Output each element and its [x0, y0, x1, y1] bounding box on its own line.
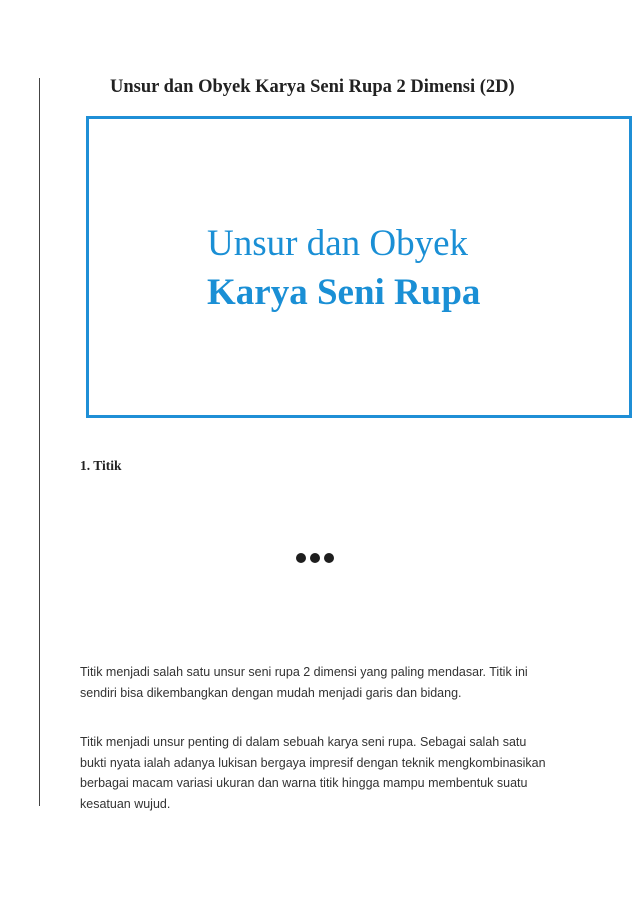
paragraph-2	[80, 732, 570, 814]
paragraph-2-line-4: kesatuan wujud.	[80, 796, 171, 811]
paragraph-1-line-2: sendiri bisa dikembangkan dengan mudah menjadi garis dan bidang.	[80, 685, 462, 700]
paragraph-2-line-1: Titik menjadi unsur penting di dalam sebuah karya seni rupa. Sebagai salah satu	[80, 735, 527, 749]
paragraph-1-line-1: Titik menjadi salah satu unsur seni rupa 2 dimensi yang paling mendasar. Titik ini	[80, 665, 528, 679]
title-card-line-2: Karya Seni Rupa	[207, 272, 481, 313]
three-dots-illustration	[296, 553, 334, 563]
dot-icon	[310, 553, 320, 563]
paragraph-2-line-2: bukti nyata ialah adanya lukisan bergaya impresif dengan teknik mengkombinasikan	[80, 755, 546, 770]
document-title: Unsur dan Obyek Karya Seni Rupa 2 Dimensi (2D)	[110, 77, 515, 97]
section-heading-titik: 1. Titik	[80, 458, 122, 473]
paragraph-1	[80, 662, 570, 703]
title-card-line-1: Unsur dan Obyek	[207, 223, 469, 264]
title-card	[86, 116, 632, 418]
page-margin-rule	[39, 78, 40, 806]
paragraph-2-line-3: berbagai macam variasi ukuran dan warna titik hingga mampu membentuk suatu	[80, 776, 528, 790]
dot-icon	[324, 553, 334, 563]
dot-icon	[296, 553, 306, 563]
